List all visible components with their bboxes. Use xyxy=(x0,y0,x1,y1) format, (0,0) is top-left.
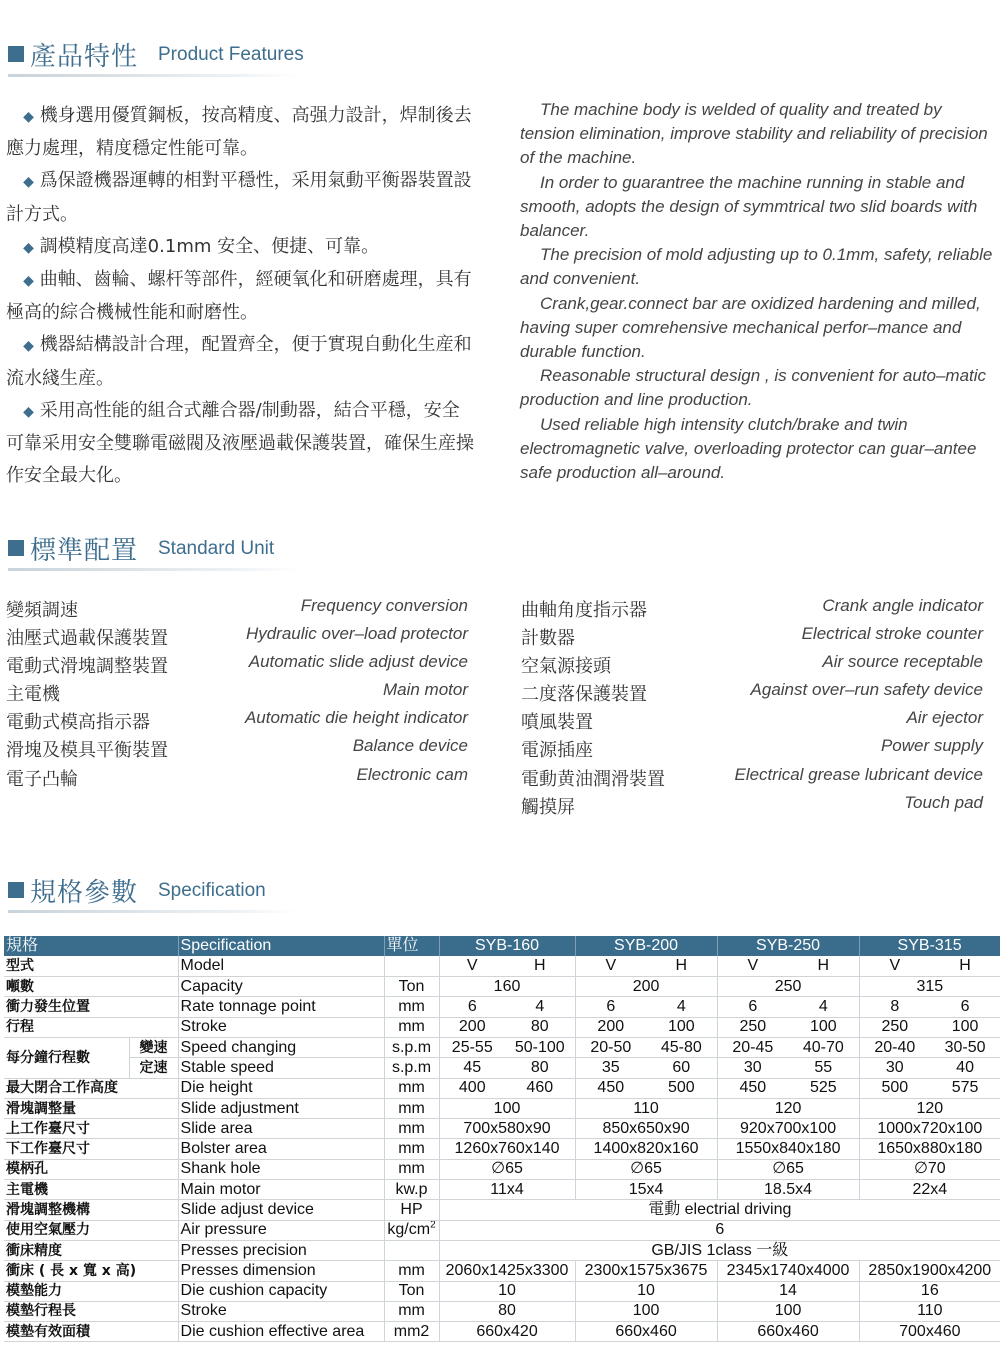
feature-zh-item: ◆ 采用高性能的組合式離合器/制動器，結合平穩，安全可靠采用安全雙聯電磁閥及液壓過載保護裝置，確保生産操作安全最大化。 xyxy=(6,399,474,487)
header-cell: SYB-250 xyxy=(717,936,859,956)
table-row: 型式 Model V H V H V H V H xyxy=(4,956,1000,976)
header-cell: 單位 xyxy=(384,936,439,956)
header-cell: SYB-315 xyxy=(859,936,1000,956)
section-title-en: Product Features xyxy=(158,44,304,65)
table-row: 模墊能力 Die cushion capacity Ton 10 10 14 16 xyxy=(4,1281,1000,1301)
list-item: 油壓式過載保護裝置 Hydraulic over–load protector xyxy=(6,624,468,650)
section-header-spec xyxy=(8,872,338,906)
list-item: 電動式模高指示器 Automatic die height indicator xyxy=(6,708,468,734)
list-item: 二度落保護裝置 Against over–run safety device xyxy=(521,680,983,706)
section-header-standard xyxy=(8,530,338,564)
diamond-bullet-icon: ◆ xyxy=(23,403,34,420)
section-title-en: Standard Unit xyxy=(158,538,275,559)
feature-zh-item: ◆ 機器結構設計合理，配置齊全，便于實現自動化生産和流水綫生産。 xyxy=(6,334,472,389)
table-row: 衝床精度 Presses precision GB/JIS 1class 一級 xyxy=(4,1240,1000,1260)
table-row: 上工作臺尺寸 Slide area mm 700x580x90 850x650x90 920x700x100 1000x720x100 xyxy=(4,1119,1000,1139)
diamond-bullet-icon: ◆ xyxy=(23,174,34,191)
feature-zh-item: ◆ 爲保證機器運轉的相對平穩性，采用氣動平衡器裝置設計方式。 xyxy=(6,170,472,225)
section-title-en: Specification xyxy=(158,880,266,901)
section-title-zh: 產品特性 xyxy=(30,42,139,72)
list-item: 電動黄油潤滑裝置 Electrical grease lubricant device xyxy=(521,764,983,790)
feature-en-item: In order to guarantree the machine running in stable and smooth, adopts the design of symmtrical two slid boards with balancer. xyxy=(520,172,978,241)
table-header-row xyxy=(4,936,1000,956)
list-item: 計數器 Electrical stroke counter xyxy=(521,624,983,650)
header-cell: SYB-200 xyxy=(575,936,717,956)
list-item: 曲軸角度指示器 Crank angle indicator xyxy=(521,596,983,621)
feature-en-item: The precision of mold adjusting up to 0.1mm, safety, reliable and convenient. xyxy=(520,245,993,289)
section-underline xyxy=(8,910,298,913)
list-item: 電源插座 Power supply xyxy=(521,736,983,762)
section-header-features xyxy=(8,36,338,70)
table-row: 模墊行程長 Stroke mm 80 100 100 110 xyxy=(4,1301,1000,1321)
section-title-zh: 標準配置 xyxy=(30,536,139,566)
list-item: 觸摸屏 Touch pad xyxy=(521,792,983,818)
table-row: 噸數 Capacity Ton 160 200 250 315 xyxy=(4,977,1000,997)
table-row: 衝床 ( 長 x 寬 x 高) Presses dimension mm 2060x1425x3300 2300x1575x3675 2345x1740x4000 2850x1900x4200 xyxy=(4,1261,1000,1281)
features-en-text xyxy=(520,98,996,485)
table-row: 滑塊調整機構 Slide adjust device HP 電動 electrial driving xyxy=(4,1200,1000,1220)
table-row: 滑塊調整量 Slide adjustment mm 100 110 120 120 xyxy=(4,1098,1000,1118)
table-row: 行程 Stroke mm 200 80 200 100 250 100 250 100 xyxy=(4,1017,1000,1037)
table-row: 模墊有效面積 Die cushion effective area mm2 660x420 660x460 660x460 700x460 xyxy=(4,1322,1000,1342)
feature-zh-item: ◆ 曲軸、齒輪、螺杆等部件，經硬氧化和研磨處理，具有極高的綜合機械性能和耐磨性。 xyxy=(6,269,472,324)
table-row: 最大閉合工作高度 Die height mm 400 460 450 500 450 525 500 575 xyxy=(4,1078,1000,1098)
list-item: 變頻調速 Frequency conversion xyxy=(6,596,468,621)
section-square-icon xyxy=(8,882,24,898)
table-row: 主電機 Main motor kw.p 11x4 15x4 18.5x4 22x4 xyxy=(4,1180,1000,1200)
diamond-bullet-icon: ◆ xyxy=(23,273,34,290)
section-underline xyxy=(8,74,298,77)
diamond-bullet-icon: ◆ xyxy=(23,239,34,256)
list-item: 電子凸輪 Electronic cam xyxy=(6,764,468,790)
list-item: 噴風裝置 Air ejector xyxy=(521,708,983,734)
standard-list-left xyxy=(6,594,468,791)
list-item: 電動式滑塊調整裝置 Automatic slide adjust device xyxy=(6,652,468,678)
feature-zh-item: ◆ 調模精度高達0.1mm 安全、便捷、可靠。 xyxy=(23,235,380,257)
header-cell: 規格 xyxy=(4,936,178,956)
feature-en-item: Crank,gear.connect bar are oxidized hardening and milled, having super comrehensive mechanical perfor–mance and durable function. xyxy=(520,293,981,362)
table-row: 使用空氣壓力 Air pressure $kg/cm^2$ 6 xyxy=(4,1220,1000,1240)
feature-en-item: Reasonable structural design , is convenient for auto–matic production and line production. xyxy=(520,366,987,410)
section-title-zh: 規格參數 xyxy=(30,878,139,908)
feature-zh-item: ◆ 機身選用優質鋼板，按高精度、高强力設計，焊制後去應力處理，精度穩定性能可靠。 xyxy=(6,105,472,160)
diamond-bullet-icon: ◆ xyxy=(23,109,34,125)
list-item: 主電機 Main motor xyxy=(6,680,468,706)
table-row: 衝力發生位置 Rate tonnage point mm 6 4 6 4 6 4 8 6 xyxy=(4,997,1000,1017)
list-item: 滑塊及模具平衡裝置 Balance device xyxy=(6,736,468,762)
section-square-icon xyxy=(8,540,24,556)
section-square-icon xyxy=(8,46,24,62)
feature-en-item: The machine body is welded of quality and treated by tension elimination, improve stability and reliability of precision of the machine. xyxy=(520,100,988,168)
table-row: 模柄孔 Shank hole mm ∅65 ∅65 ∅65 ∅70 xyxy=(4,1159,1000,1179)
standard-list-right xyxy=(521,594,983,819)
spec-table xyxy=(4,936,1000,1342)
features-zh-text xyxy=(6,100,476,492)
section-underline xyxy=(8,568,298,571)
list-item: 空氣源接頭 Air source receptable xyxy=(521,652,983,678)
header-cell: SYB-160 xyxy=(439,936,575,956)
header-cell: Specification xyxy=(178,936,384,956)
table-row: 每分鐘行程數 變速 Speed changing s.p.m 25-55 50-100 20-50 45-80 20-45 40-70 20-40 30-50 xyxy=(4,1037,1000,1057)
diamond-bullet-icon: ◆ xyxy=(23,338,34,355)
table-row: 定速 Stable speed s.p.m 45 80 35 60 30 55 30 40 xyxy=(4,1058,1000,1078)
table-row: 下工作臺尺寸 Bolster area mm 1260x760x140 1400x820x160 1550x840x180 1650x880x180 xyxy=(4,1139,1000,1159)
feature-en-item: Used reliable high intensity clutch/brake and twin electromagnetic valve, overloading protector can guar–antee safe production all–around. xyxy=(520,414,977,483)
